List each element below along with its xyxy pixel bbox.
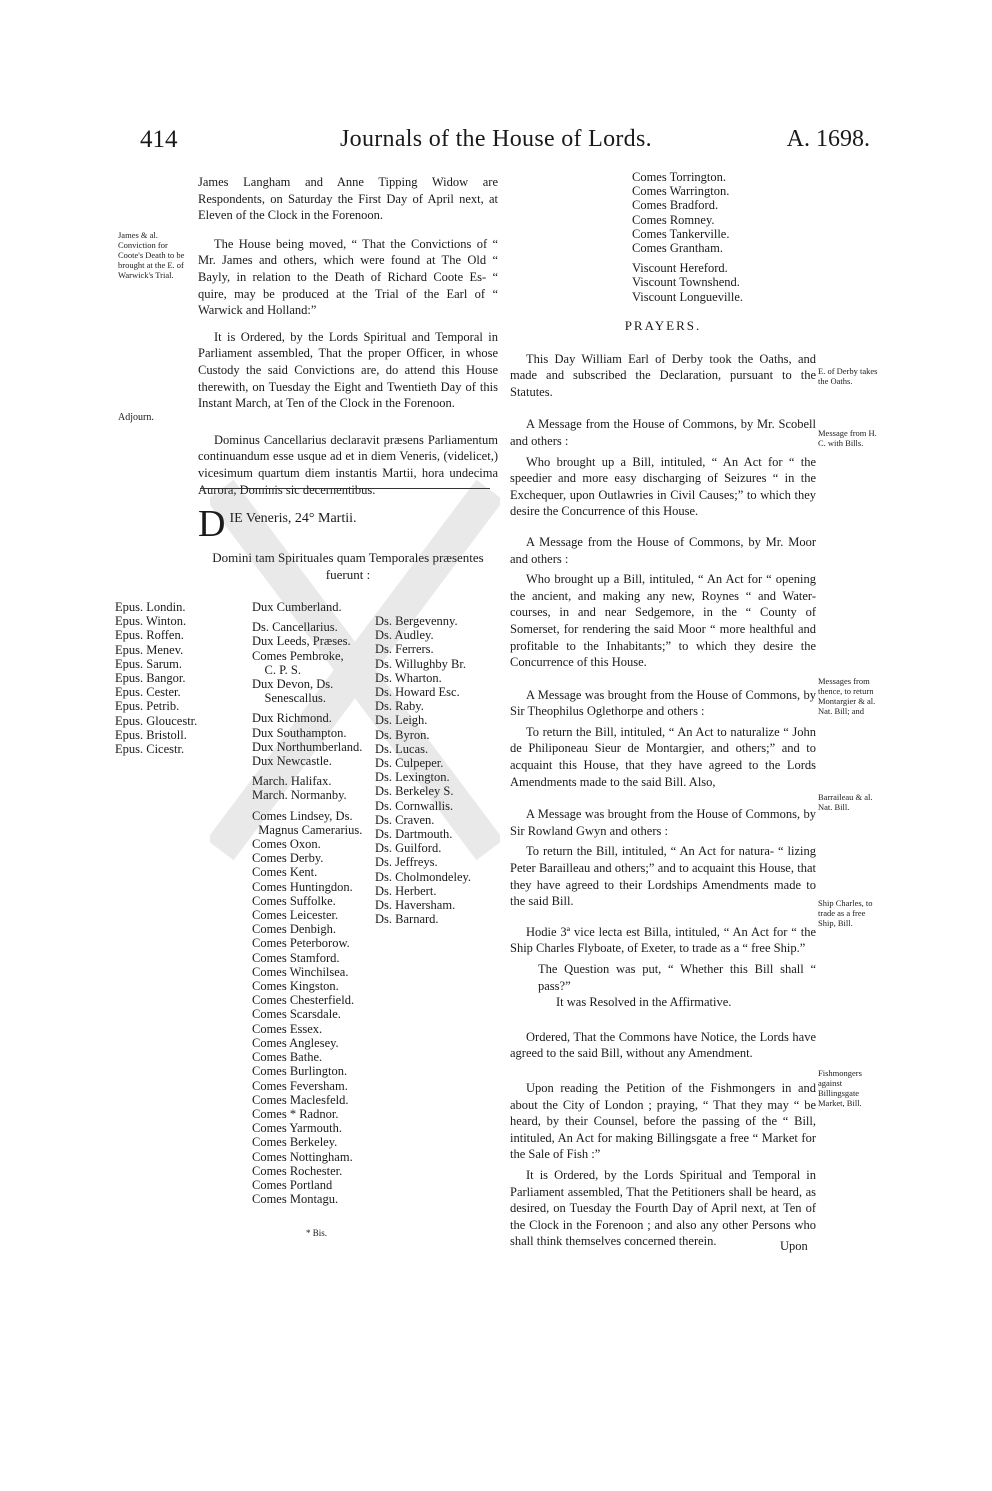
list-item-temporalis: Dux Southampton. [252,725,347,740]
footnote-bis: * Bis. [306,1228,328,1238]
list-item-baro: Ds. Wharton. [375,670,442,685]
list-item-temporalis: Comes Burlington. [252,1064,348,1079]
list-item-temporalis: Comes Bathe. [252,1050,323,1065]
drop-cap: D [198,503,226,545]
paragraph-resolved: It was Resolved in the Affirmative. [556,995,732,1010]
list-item-temporalis: Comes Derby. [252,851,324,866]
list-item-baro: Ds. Culpeper. [375,756,444,771]
list-item-baro: Ds. Raby. [375,699,424,714]
list-item-episcopus: Epus. Cester. [115,685,181,700]
list-item-episcopus: Epus. Sarum. [115,656,183,671]
paragraph-respondents: James Langham and Anne Tipping Widow are Respondents, on Saturday the First Day of April next, at Eleven of the Clock in the Forenoon. [198,175,498,223]
list-item-temporalis: Comes Lindsey, Ds. [252,808,353,823]
list-item-baro: Ds. Bergevenny. [375,614,458,628]
page-title: Journals of the House of Lords. [340,126,652,152]
list-item-right: Comes Torrington. [632,170,727,184]
list-item-temporalis: Comes Essex. [252,1021,323,1036]
list-item-temporalis: Comes Stamford. [252,950,340,965]
die-heading [198,503,498,545]
margin-note-adjourn: Adjourn. [118,412,154,423]
list-item-temporalis: Dux Richmond. [252,711,332,726]
list-item-baro: Ds. Berkeley S. [375,784,454,799]
list-item-right: Viscount Longueville. [632,289,744,304]
list-item-temporalis: Comes Oxon. [252,837,321,852]
margin-note-message-hc: Message from H. C. with Bills. [818,428,877,448]
list-item-baro: Ds. Leigh. [375,713,428,728]
list-item-temporalis: March. Normanby. [252,788,347,803]
list-item-baro: Ds. Byron. [375,727,430,742]
list-item-temporalis: Senescallus. [252,691,326,706]
list-temporales [252,600,362,1206]
list-item-episcopus: Epus. Petrib. [115,699,180,714]
domini-heading: Domini tam Spirituales quam Temporales præsentes fuerunt : [212,550,484,582]
list-item-right: Viscount Hereford. [632,261,728,276]
list-item-temporalis: Comes Huntingdon. [252,879,353,894]
list-item-temporalis: Comes Winchilsea. [252,964,349,979]
list-item-baro: Ds. Guilford. [375,841,442,856]
list-item-baro: Ds. Lexington. [375,770,450,785]
list-item-baro: Ds. Cholmondeley. [375,869,472,884]
list-item-right: Comes Warrington. [632,184,730,199]
list-right-top [632,170,743,304]
list-item-temporalis: Comes Kingston. [252,979,339,994]
paragraph-fishmongers: Upon reading the Petition of the Fishmongers in and about the City of London ; praying, “ That they may “ be heard, by their Counsel, before the passing of the “ Bill, intituled, An Act for making Billingsgate a free “ Market for the Sale of Fish :” [510,1080,816,1162]
list-item-temporalis: Comes Denbigh. [252,922,337,937]
list-item-right: Comes Bradford. [632,198,719,213]
paragraph-derby: This Day William Earl of Derby took the Oaths, and made and subscribed the Declaration, pursuant to the Statutes. [510,351,816,399]
list-item-baro: Ds. Willughby Br. [375,656,466,671]
list-item-temporalis: Dux Leeds, Præses. [252,634,351,649]
list-item-temporalis: Comes Maclesfeld. [252,1092,349,1107]
paragraph-adjourn: Dominus Cancellarius declaravit præsens Parliamentum continuandum esse usque ad et in diem Veneris, (videlicet,) vicesimum quartum diem instantis Martii, hora undecima Aurora, Dominis sic decernentibus. [198,432,498,497]
list-item-temporalis: Dux Devon, Ds. [252,677,334,692]
list-item-temporalis: Comes Yarmouth. [252,1121,342,1136]
list-item-baro: Ds. Howard Esc. [375,685,460,700]
list-item-baro: Ds. Ferrers. [375,642,434,657]
list-item-temporalis: Comes Peterborow. [252,936,350,951]
list-item-episcopus: Epus. Menev. [115,642,184,657]
list-item-baro: Ds. Audley. [375,628,434,643]
list-item-right: Comes Grantham. [632,241,723,256]
paragraph-message-gwyn: A Message was brought from the House of Commons, by Sir Rowland Gwyn and others : [510,807,816,838]
list-item-episcopus: Epus. Winton. [115,614,187,629]
running-header [140,126,870,156]
list-episcopi [115,600,197,756]
list-item-right: Comes Romney. [632,212,715,227]
margin-note-montargier: Messages from thence, to return Montargier & al. Nat. Bill; and [818,676,876,716]
paragraph-ordered-notice: Ordered, That the Commons have Notice, the Lords have agreed to the said Bill, without any Amendment. [510,1029,816,1061]
paragraph-ship-charles: Hodie 3ª vice lecta est Billa, intituled, “ An Act for “ the Ship Charles Flyboate, of Exeter, to trade as a “ free Ship.” [510,924,816,956]
list-item-temporalis: March. Halifax. [252,774,332,789]
list-item-baro: Ds. Barnard. [375,912,439,927]
list-item-temporalis: Dux Newcastle. [252,754,332,769]
paragraph-bill-sedgemore: Who brought up a Bill, intituled, “ An Act for “ opening the ancient, and making any new, Roynes “ and Water-courses, in and near Sedgemore, in the “ County of Somerset, for rendering the said Moor “ more healthful and profitable to the Inhabitants;” to which they desire the Concurrence of this House. [510,572,816,670]
list-item-episcopus: Epus. Gloucestr. [115,713,198,728]
list-item-temporalis: Comes Pembroke, [252,648,344,663]
list-item-episcopus: Epus. Cicestr. [115,742,185,757]
list-item-episcopus: Epus. Bangor. [115,671,186,686]
list-item-temporalis: Comes Berkeley. [252,1135,338,1150]
list-item-episcopus: Epus. Londin. [115,600,186,614]
list-item-temporalis: C. P. S. [252,662,301,677]
list-item-temporalis: Dux Northumberland. [252,739,363,754]
paragraph-message-scobell: A Message from the House of Commons, by Mr. Scobell and others : [510,417,816,448]
list-item-temporalis: Comes Scarsdale. [252,1007,341,1022]
list-item-baro: Ds. Herbert. [375,883,437,898]
list-item-temporalis: Comes * Radnor. [252,1106,339,1121]
paragraph-baraillеau: To return the Bill, intituled, “ An Act for natura- “ lizing Peter Baraillеau and others;” and to acquaint this House, that they have agreed to their Lordships Amendments made to the said Bill. [510,844,816,909]
paragraph-order-fishmongers: It is Ordered, by the Lords Spiritual and Temporal in Parliament assembled, That the Petitioners shall be heard, as desired, on Tuesday the Fourth Day of April next, at Ten of the Clock in the Forenoon ; and also any other Persons who shall think themselves concerned therein. [510,1167,816,1249]
list-item-baro: Ds. Haversham. [375,898,456,913]
paragraph-montargier: To return the Bill, intituled, “ An Act to naturalize “ John de Philiponeau Sieur de Montargier, and others;” and to acquaint this House, that they have agreed to the Lords Amendments made to the said Bill. Also, [510,724,816,789]
page-number: 414 [140,126,178,153]
list-item-temporalis: Comes Rochester. [252,1163,343,1178]
list-item-temporalis: Comes Chesterfield. [252,993,355,1008]
paragraph-question: The Question was put, “ Whether this Bill shall “ pass?” [538,962,816,993]
die-date: IE Veneris, 24° Martii. [229,511,357,526]
list-item-temporalis: Magnus Camerarius. [252,822,363,837]
list-item-temporalis: Comes Suffolke. [252,893,336,908]
prayers-heading: PRAYERS. [624,318,702,333]
list-item-temporalis: Ds. Cancellarius. [252,620,338,635]
section-rule [200,488,490,489]
list-barones [375,614,471,926]
paragraph-message-oglethorpe: A Message was brought from the House of Commons, by Sir Theophilus Oglethorpe and others : [510,687,816,719]
left-column-top [198,174,498,498]
margin-note-fishmongers: Fishmongers against Billingsgate Market, Bill. [818,1068,862,1108]
paragraph-bill-seizures: Who brought up a Bill, intituled, “ An Act for “ the speedier and more easy discharging of Seizures “ in the Exchequer, upon Outlawries in Civil Causes;” to which they desire the Concurrence of this House. [510,454,816,519]
margin-note-barraileau: Barraileau & al. Nat. Bill. [818,792,873,812]
list-item-temporalis: Comes Anglesey. [252,1035,339,1050]
list-item-temporalis: Comes Leicester. [252,908,339,923]
list-item-temporalis: Comes Montagu. [252,1192,339,1207]
list-item-temporalis: Comes Kent. [252,865,318,880]
catchword: Upon [780,1239,808,1253]
list-item-baro: Ds. Cornwallis. [375,798,454,813]
list-item-baro: Ds. Dartmouth. [375,827,453,842]
list-item-right: Comes Tankerville. [632,226,730,241]
paragraph-motion: The House being moved, “ That the Convictions of “ Mr. James and others, which were found at The Old “ Bayly, in relation to the Death of Richard Coote Es- “ quire, may be produced at the Trial of the Earl of “ Warwick and Holland:” [198,236,498,318]
list-item-baro: Ds. Lucas. [375,741,429,756]
list-item-baro: Ds. Jeffreys. [375,855,438,870]
page-year: A. 1698. [786,126,870,152]
right-column [510,318,816,1250]
list-item-temporalis: Dux Cumberland. [252,600,342,614]
margin-note-ship: Ship Charles, to trade as a free Ship, Bill. [818,898,873,928]
list-item-temporalis: Comes Portland [252,1177,333,1192]
paragraph-order: It is Ordered, by the Lords Spiritual and Temporal in Parliament assembled, That the proper Officer, in whose Custody the said Convictions are, do attend this House therewith, on Tuesday the Eight and Twentieth Day of this Instant March, at Ten of the Clock in the Forenoon. [198,329,498,411]
list-item-episcopus: Epus. Roffen. [115,628,184,643]
list-item-temporalis: Comes Nottingham. [252,1149,353,1164]
margin-note-conviction: James & al. Conviction for Coote's Death to be brought at the E. of Warwick's Trial. [118,230,185,280]
list-item-right: Viscount Townshend. [632,275,740,290]
list-item-episcopus: Epus. Bristoll. [115,727,187,742]
list-item-temporalis: Comes Feversham. [252,1078,348,1093]
margin-note-derby: E. of Derby takes the Oaths. [818,366,878,386]
paragraph-message-moor: A Message from the House of Commons, by Mr. Moor and others : [510,534,816,566]
list-item-baro: Ds. Craven. [375,812,435,827]
